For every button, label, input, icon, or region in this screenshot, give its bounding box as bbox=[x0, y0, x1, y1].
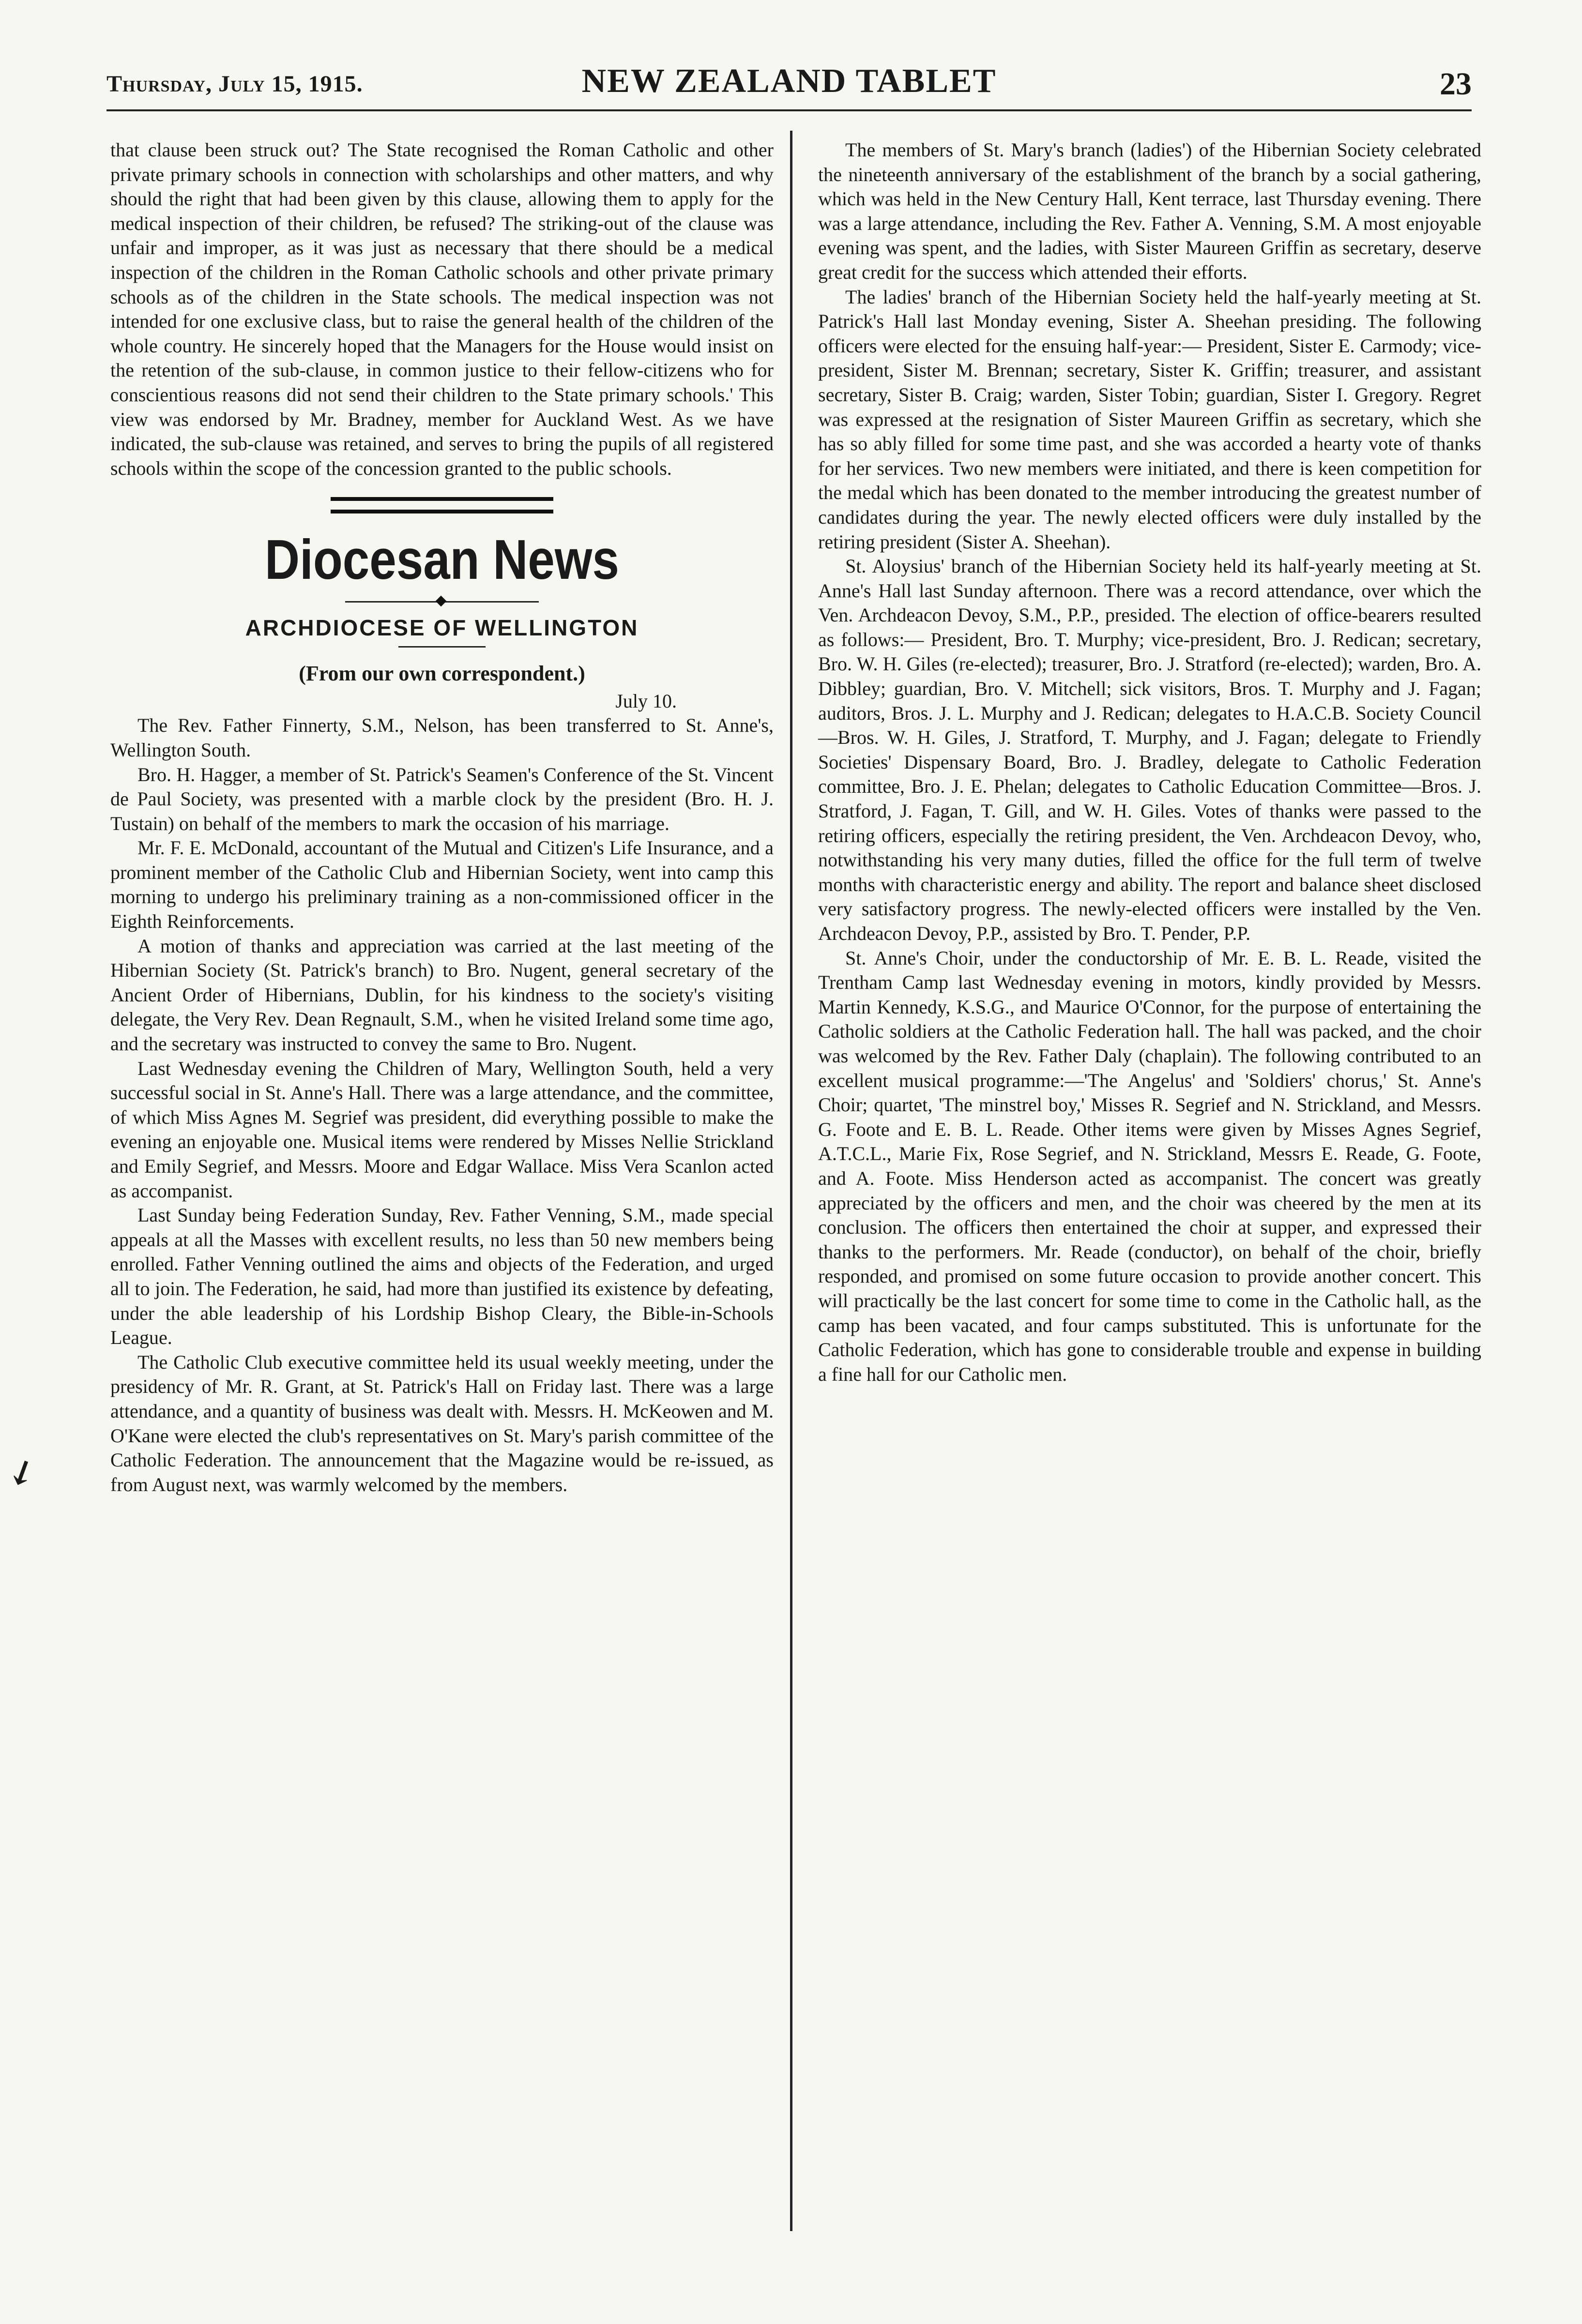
subsection-title: ARCHDIOCESE OF WELLINGTON bbox=[245, 615, 639, 641]
news-paragraph: Bro. H. Hagger, a member of St. Patrick's Seamen's Conference of the St. Vincent de Paul Society, was presented with a marble clock by the president (Bro. H. J. Tustain) on behalf of the members to mark the occasion of his marriage. bbox=[110, 763, 774, 834]
masthead: NEW ZEALAND TABLET bbox=[581, 62, 997, 100]
issue-date: Thursday, July 15, 1915. bbox=[106, 71, 363, 97]
column-divider bbox=[790, 131, 792, 2231]
news-paragraph: Mr. F. E. McDonald, accountant of the Mutual and Citizen's Life Insurance, and a prominent member of the Catholic Club and Hibernian Society, went into camp this morning to undergo his preliminary training as a non-commissioned officer in the Eighth Reinforcements. bbox=[110, 837, 774, 933]
news-paragraph: St. Anne's Choir, under the conductorship of Mr. E. B. L. Reade, visited the Trentham Camp last Wednesday evening in motors, kindly provided by Messrs. Martin Kennedy, K.S.G., and Maurice O'Connor, for the purpose of entertaining the Catholic soldiers at the Catholic Federation hall. The hall was packed, and the choir was welcomed by the Rev. Father Daly (chaplain). The following contributed to an excellent musical programme:—'The Angelus' and 'Soldiers' chorus,' St. Anne's Choir; quartet, 'The minstrel boy,' Misses R. Segrief and N. Strickland, and Messrs. G. Foote and E. B. L. Reade. Other items were given by Misses Agnes Segrief, A.T.C.L., Marie Fix, Rose Segrief, and N. Strickland, Messrs E. Reade, G. Foote, and A. Foote. Miss Henderson acted as accompanist. The concert was greatly appreciated by the officers and men, and the choir was cheered by the men at its conclusion. The officers then entertained the choir at supper, and expressed their thanks to the performers. Mr. Reade (conductor), on behalf of the choir, briefly responded, and promised on some future occasion to provide another concert. This will practically be the last concert for some time to come in the Catholic hall, as the camp has been vacated, and four camps substituted. This is unfortunate for the Catholic Federation, which has gone to considerable trouble and expense in building a fine hall for our Catholic men. bbox=[818, 947, 1481, 1385]
news-paragraph: The Rev. Father Finnerty, S.M., Nelson, has been transferred to St. Anne's, Wellington South. bbox=[110, 714, 774, 761]
news-paragraph: The Catholic Club executive committee held its usual weekly meeting, under the presidency of Mr. R. Grant, at St. Patrick's Hall on Friday last. There was a large attendance, and a quantity of business was dealt with. Messrs. H. McKeowen and M. O'Kane were elected the club's representatives on St. Mary's parish committee of the Catholic Federation. The announcement that the Magazine would be re-issued, as from August next, was warmly welcomed by the members. bbox=[110, 1351, 774, 1495]
page-header bbox=[106, 62, 1472, 108]
news-paragraph: The ladies' branch of the Hibernian Society held the half-yearly meeting at St. Patrick's Hall last Monday evening, Sister A. Sheehan presiding. The following officers were elected for the ensuing half-year:— President, Sister E. Carmody; vice-president, Sister M. Brennan; secretary, Sister K. Griffin; treasurer, and assistant secretary, Sister B. Craig; warden, Sister Tobin; guardian, Sister I. Gregory. Regret was expressed at the resignation of Sister Maureen Griffin as secretary, which she has so ably filled for some time past, and she was accorded a hearty vote of thanks for her services. Two new members were initiated, and there is keen competition for the medal which has been donated to the member introducing the greatest number of candidates during the year. The newly elected officers were duly installed by the retiring president (Sister A. Sheehan). bbox=[818, 286, 1481, 553]
news-paragraph: St. Aloysius' branch of the Hibernian Society held its half-yearly meeting at St. Anne's Hall last Sunday afternoon. There was a record attendance, over which the Ven. Archdeacon Devoy, S.M., P.P., presided. The election of office-bearers resulted as follows:— President, Bro. T. Murphy; vice-president, Bro. J. Redican; secretary, Bro. W. H. Giles (re-elected); treasurer, Bro. J. Stratford (re-elected); warden, Bro. A. Dibbley; guardian, Bro. V. Mitchell; sick visitors, Bros. T. Murphy and J. Fagan; auditors, Bros. J. L. Murphy and J. Redican; delegates to H.A.C.B. Society Council—Bros. W. H. Giles, J. Stratford, T. Murphy, and J. Fagan; delegate to Friendly Societies' Dispensary Board, Bro. J. Bradley, delegate to Catholic Federation committee, Bro. J. E. Phelan; delegates to Catholic Education Committee—Bros. J. Stratford, J. Fagan, T. Gill, and W. H. Giles. Votes of thanks were passed to the retiring officers, especially the retiring president, the Ven. Archdeacon Devoy, who, notwithstanding his very many duties, filled the office for the full term of twelve months with characteristic energy and ability. The report and balance sheet disclosed very satisfactory progress. The newly-elected officers were installed by the Ven. Archdeacon Devoy, P.P., assisted by Bro. T. Pender, P.P. bbox=[818, 555, 1481, 944]
header-rule bbox=[106, 109, 1472, 111]
section-title: Diocesan News bbox=[265, 528, 619, 591]
correspondent-note: (From our own correspondent.) bbox=[299, 662, 585, 686]
article-continuation: that clause been struck out? The State recognised the Roman Catholic and other private primary schools in connection with scholarships and other matters, and why should the right that had been given by this clause, allowing them to apply for the medical inspection of their children, be refused? The striking-out of the clause was unfair and improper, as it was just as necessary that there should be a medical inspection of the children in the Roman Catholic schools and other private primary schools as of the children in the State schools. The medical inspection was not intended for one exclusive class, but to raise the general health of the children of the whole country. He sincerely hoped that the Managers for the House would insist on the retention of the sub-clause, in common justice to their fellow-citizens who for conscientious reasons did not send their children to the State primary schools.' This view was endorsed by Mr. Bradney, member for Auckland West. As we have indicated, the sub-clause was retained, and serves to bring the pupils of all registered schools within the scope of the concession granted to the public schools. bbox=[110, 139, 774, 479]
news-paragraph: A motion of thanks and appreciation was carried at the last meeting of the Hibernian Society (St. Patrick's branch) to Bro. Nugent, general secretary of the Ancient Order of Hibernians, Dublin, for his kindness to the society's visiting delegate, the Very Rev. Dean Regnault, S.M., when he visited Ireland some time ago, and the secretary was instructed to convey the same to Bro. Nugent. bbox=[110, 935, 774, 1055]
news-paragraph: Last Wednesday evening the Children of Mary, Wellington South, held a very successful social in St. Anne's Hall. There was a large attendance, and the committee, of which Miss Agnes M. Segrief was president, did everything possible to make the evening an enjoyable one. Musical items were rendered by Misses Nellie Strickland and Emily Segrief, and Messrs. Moore and Edgar Wallace. Miss Vera Scanlon acted as accompanist. bbox=[110, 1057, 774, 1202]
short-rule bbox=[398, 646, 486, 648]
left-column bbox=[110, 138, 774, 1497]
ornamental-rule bbox=[345, 597, 539, 606]
right-column bbox=[818, 138, 1481, 1387]
margin-mark: ↙ bbox=[1, 1450, 43, 1496]
page-number: 23 bbox=[1440, 66, 1472, 102]
dateline: July 10. bbox=[615, 690, 677, 712]
news-paragraph: The members of St. Mary's branch (ladies') of the Hibernian Society celebrated the nineteenth anniversary of the establishment of the branch by a social gathering, which was held in the New Century Hall, Kent terrace, last Thursday evening. There was a large attendance, including the Rev. Father A. Venning, S.M. A most enjoyable evening was spent, and the ladies, with Sister Maureen Griffin as secretary, deserve great credit for the success which attended their efforts. bbox=[818, 139, 1481, 283]
section-divider bbox=[331, 497, 553, 513]
news-paragraph: Last Sunday being Federation Sunday, Rev. Father Venning, S.M., made special appeals at all the Masses with excellent results, no less than 50 new members being enrolled. Father Venning outlined the aims and objects of the Federation, and urged all to join. The Federation, he said, had more than justified its existence by defeating, under the able leadership of his Lordship Bishop Cleary, the Bible-in-Schools League. bbox=[110, 1204, 774, 1349]
